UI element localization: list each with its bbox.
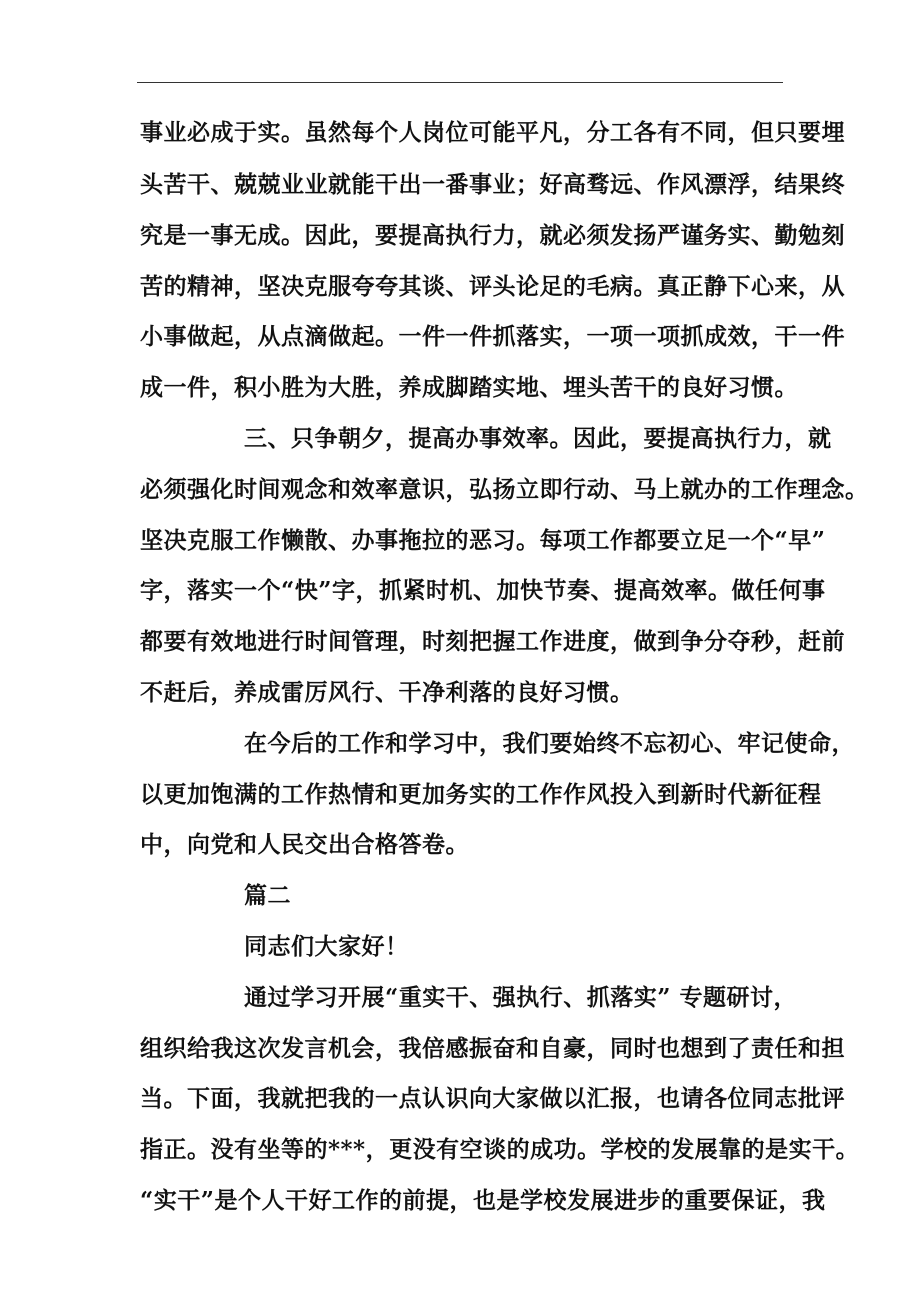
text-line: 事业必成于实。虽然每个人岗位可能平凡，分工各有不同，但只要埋 <box>140 119 845 146</box>
text-line: 字，落实一个“快”字，抓紧时机、加快节奏、提高效率。做任何事 <box>140 577 826 604</box>
text-line: 头苦干、兢兢业业就能干出一番事业；好高骛远、作风漂浮，结果终 <box>140 171 845 198</box>
text-line: 当。下面，我就把我的一点认识向大家做以汇报，也请各位同志批评 <box>140 1085 845 1112</box>
text-line: 究是一事无成。因此，要提高执行力，就必须发扬严谨务实、勤勉刻 <box>140 222 845 249</box>
text-line: 以更加饱满的工作热情和更加务实的工作作风投入到新时代新征程 <box>140 781 822 808</box>
text-line: 不赶后，养成雷厉风行、干净利落的良好习惯。 <box>140 679 634 706</box>
text-line: 苦的精神，坚决克服夸夸其谈、评头论足的毛病。真正静下心来，从 <box>140 273 845 300</box>
section-title: 篇二 <box>244 882 291 909</box>
text-line: 坚决克服工作懒散、办事拖拉的恶习。每项工作都要立足一个“早” <box>140 527 826 554</box>
paragraph-first-line: 通过学习开展“重实干、强执行、抓落实” 专题研讨， <box>244 984 797 1011</box>
text-line: 小事做起，从点滴做起。一件一件抓落实，一项一项抓成效，干一件 <box>140 323 845 350</box>
text-line: “实干”是个人干好工作的前提，也是学校发展进步的重要保证，我 <box>140 1187 826 1214</box>
section-heading-line: 三、只争朝夕，提高办事效率。因此，要提高执行力，就 <box>244 425 832 452</box>
text-line: 都要有效地进行时间管理，时刻把握工作进度，做到争分夺秒，赶前 <box>140 628 845 655</box>
header-rule <box>137 82 783 83</box>
text-line: 指正。没有坐等的***，更没有空谈的成功。学校的发展靠的是实干。 <box>140 1136 860 1163</box>
greeting-line: 同志们大家好！ <box>244 933 409 960</box>
text-line: 必须强化时间观念和效率意识，弘扬立即行动、马上就办的工作理念。 <box>140 476 869 503</box>
text-line: 中，向党和人民交出合格答卷。 <box>140 831 469 858</box>
text-line: 组织给我这次发言机会，我倍感振奋和自豪，同时也想到了责任和担 <box>140 1035 845 1062</box>
paragraph-first-line: 在今后的工作和学习中，我们要始终不忘初心、牢记使命， <box>244 730 855 757</box>
text-line: 成一件，积小胜为大胜，养成脚踏实地、埋头苦干的良好习惯。 <box>140 374 798 401</box>
